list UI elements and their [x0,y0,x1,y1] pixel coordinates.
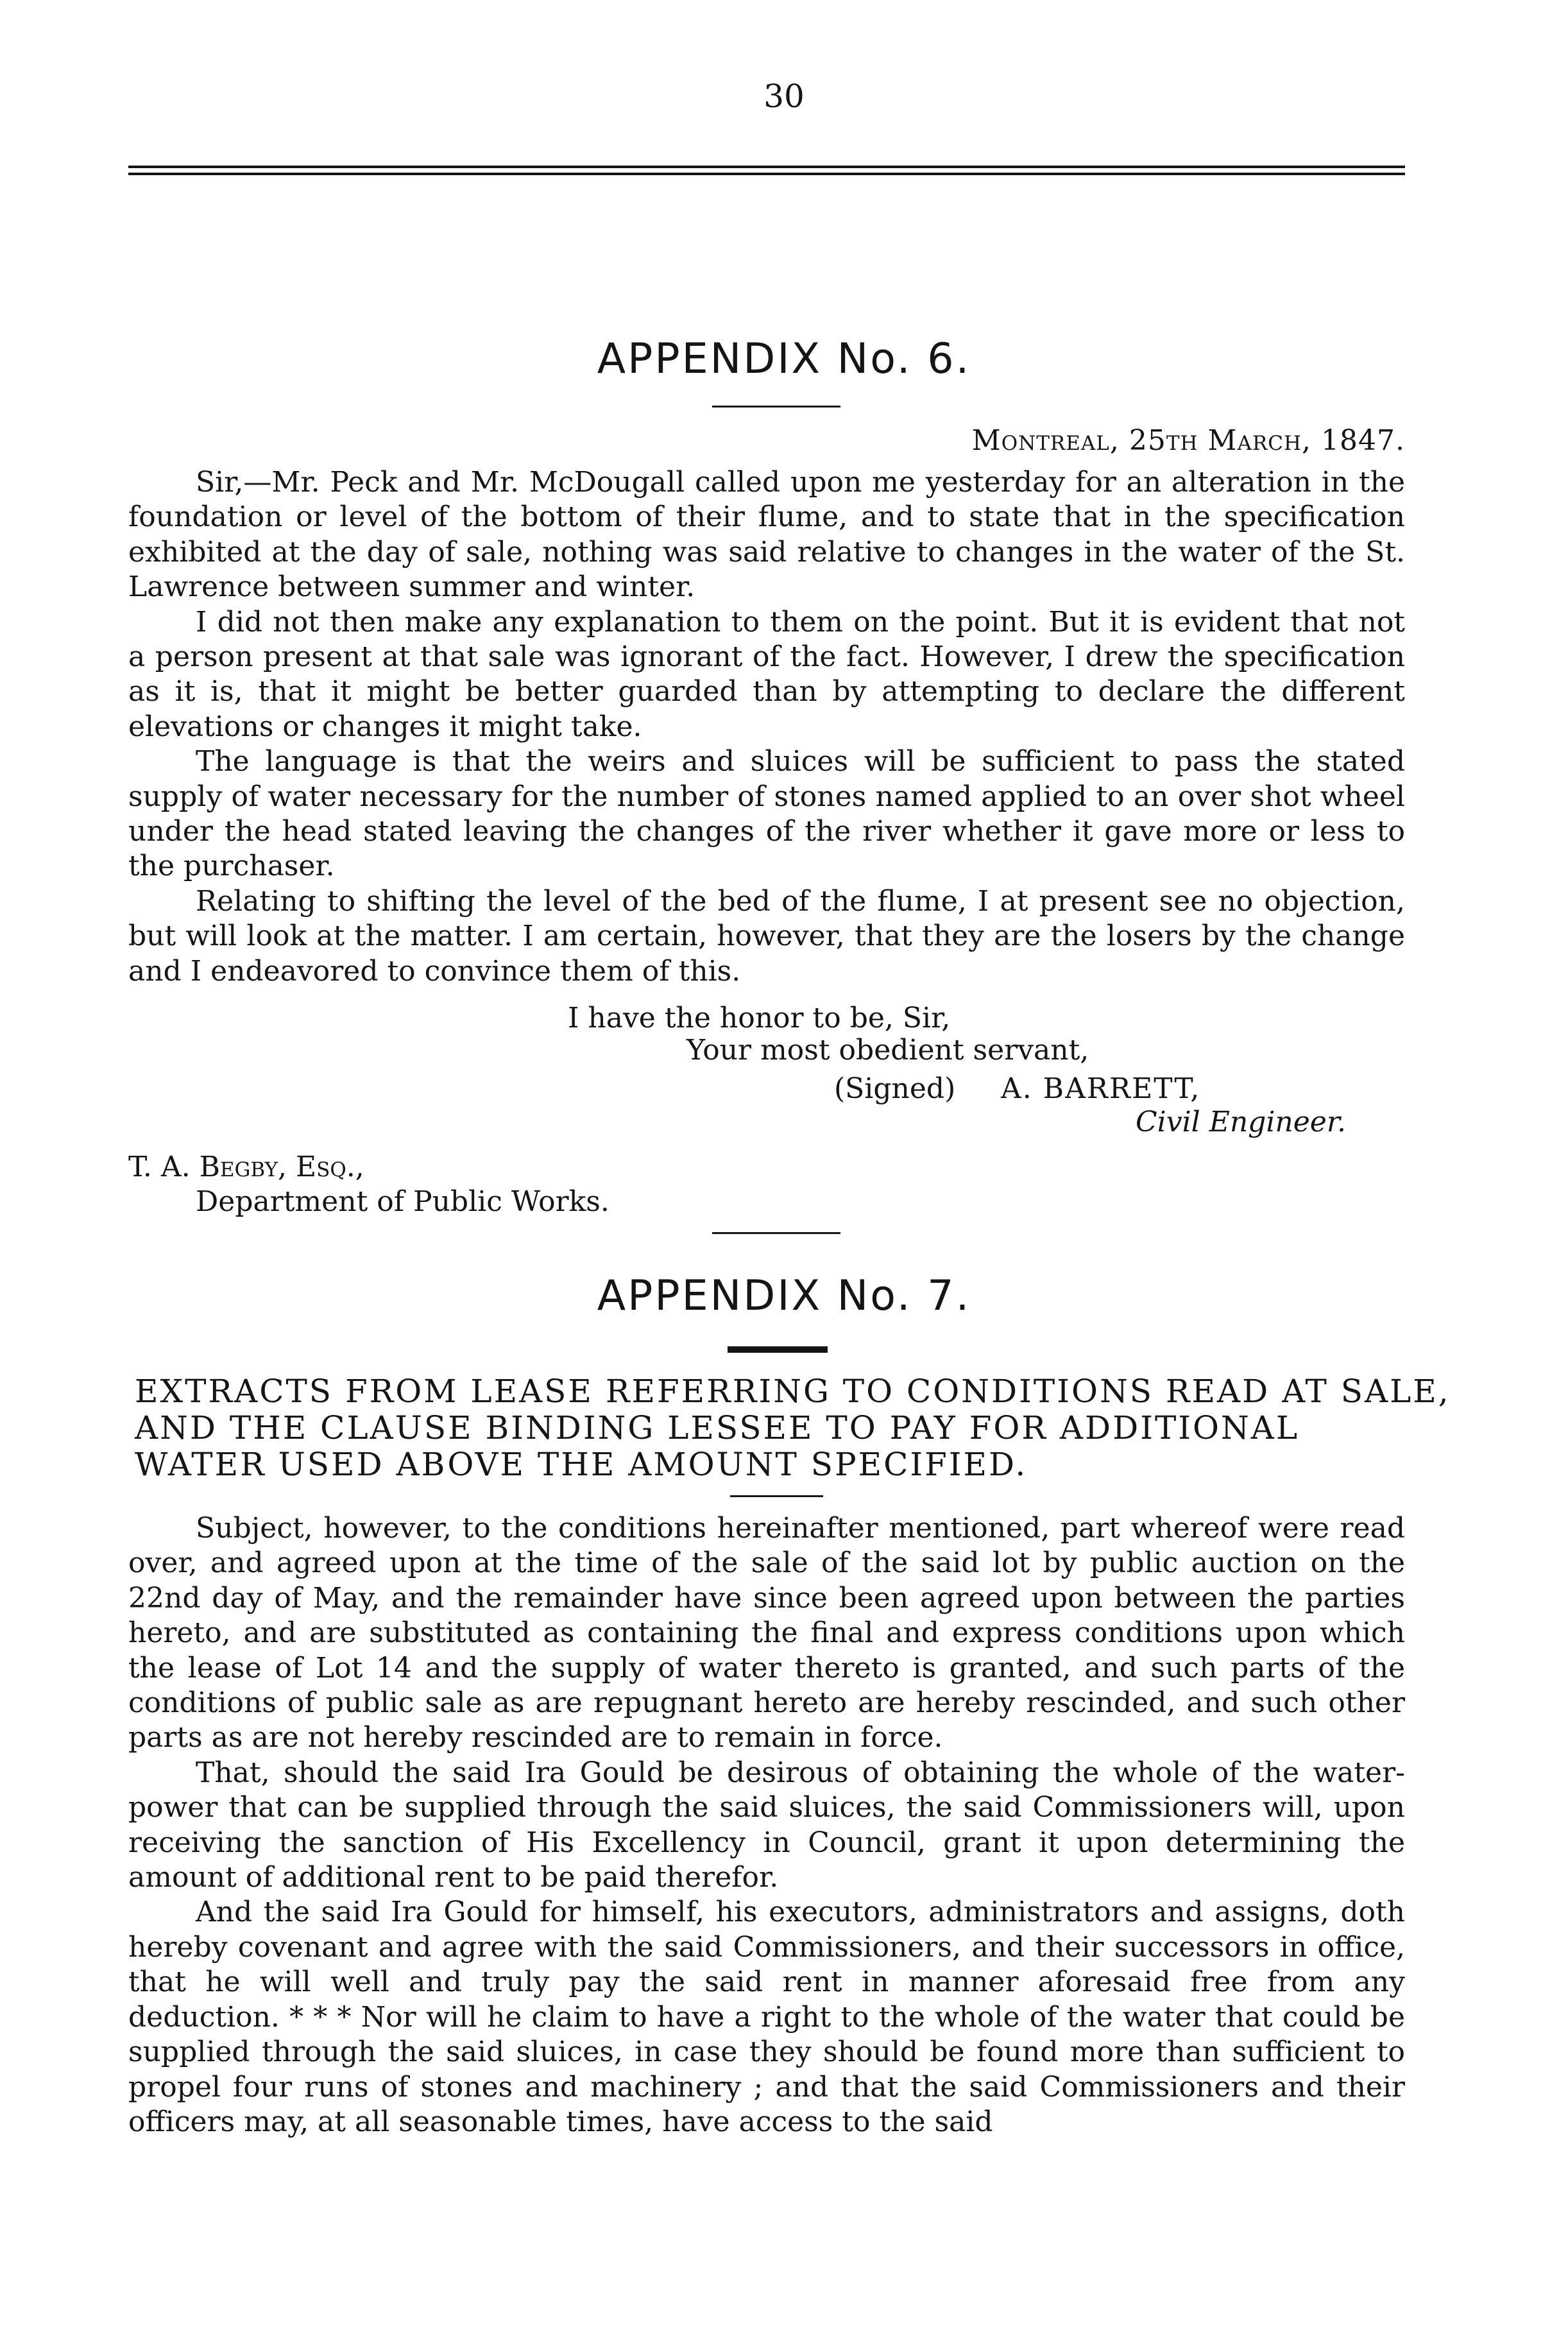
header-double-rule [128,166,1405,175]
title-line: EXTRACTS FROM LEASE REFERRING TO CONDITIONS READ AT SALE, [135,1373,1451,1410]
title-line: WATER USED ABOVE THE AMOUNT SPECIFIED. [135,1446,1028,1483]
signed-label: (Signed) [834,1072,956,1105]
paragraph: Sir,—Mr. Peck and Mr. McDougall called upon me yesterday for an alteration in the foundation or level of the bottom of their flume, and to state that in the specification exhibited at the day of sale, nothing was said relative to changes in the water of the St. Lawrence between summer and winter. [128,466,1405,604]
heading-rule [712,406,840,407]
paragraph: The language is that the weirs and sluices will be sufficient to pass the stated supply of water necessary for the number of stones named applied to an over shot wheel under the head stated leaving the changes of the river whether it gave more or less to the purchaser. [128,745,1405,883]
dateline-text: Montreal, 25th March, 1847. [971,424,1405,457]
paragraph: That, should the said Ira Gould be desirous of obtaining the whole of the water-power that can be supplied through the said sluices, the said Commissioners will, upon receiving the sanction of His Excellency in Council, grant it upon determining the amount of additional rent to be paid therefor. [128,1756,1405,1894]
section-divider-rule [712,1232,840,1234]
paragraph: I did not then make any explanation to them on the point. But it is evident that not a person present at that sale was ignorant of the fact. However, I drew the specification as it is, that it might be better guarded than by attempting to declare the different elevations or changes it might take. [128,605,1405,743]
title-rule [730,1495,823,1497]
dateline [972,424,1405,458]
page-number: 30 [763,78,805,115]
paragraph: Subject, however, to the conditions hereinafter mentioned, part whereof were read over, and agreed upon at the time of the sale of the said lot by public auction on the 22nd day of May, and the remainder have since been agreed upon between the parties hereto, and are substituted as containing the final and express conditions upon which the lease of Lot 14 and the supply of water thereto is granted, and such parts of the conditions of public sale as are repugnant hereto are hereby rescinded, and such other parts as are not hereby rescinded are to remain in force. [128,1512,1405,1754]
addressee-department: Department of Public Works. [196,1185,609,1218]
title-line: AND THE CLAUSE BINDING LESSEE TO PAY FOR ADDITIONAL [135,1409,1300,1446]
heavy-rule [728,1346,828,1353]
appendix-6-heading: APPENDIX No. 6. [597,335,971,383]
paragraph: Relating to shifting the level of the bed of the flume, I at present see no objection, but will look at the matter. I am certain, however, that they are the losers by the change and I endeavored to convince them of this. [128,884,1405,988]
closing-servant: Your most obedient servant, [686,1034,1089,1067]
appendix-6-letter-body [128,465,1405,989]
appendix-7-lease-extracts [128,1511,1405,2140]
closing-honor: I have the honor to be, Sir, [568,1002,951,1034]
paragraph: And the said Ira Gould for himself, his executors, administrators and assigns, doth hereby covenant and agree with the said Commissioners, and their successors in office, that he will well and truly pay the said rent in manner aforesaid free from any deduction. * * * Nor will he claim to have a right to the whole of the water that could be supplied through the said sluices, in case they should be found more than sufficient to propel four runs of stones and machinery ; and that the said Commissioners and their officers may, at all seasonable times, have access to the said [128,1896,1405,2138]
addressee-name: T. A. Begby, Esq., [128,1151,364,1183]
appendix-7-title [135,1373,1451,1483]
signatory-title: Civil Engineer. [1136,1106,1347,1138]
signatory-name: A. BARRETT, [1001,1072,1201,1105]
appendix-7-heading: APPENDIX No. 7. [597,1272,971,1320]
